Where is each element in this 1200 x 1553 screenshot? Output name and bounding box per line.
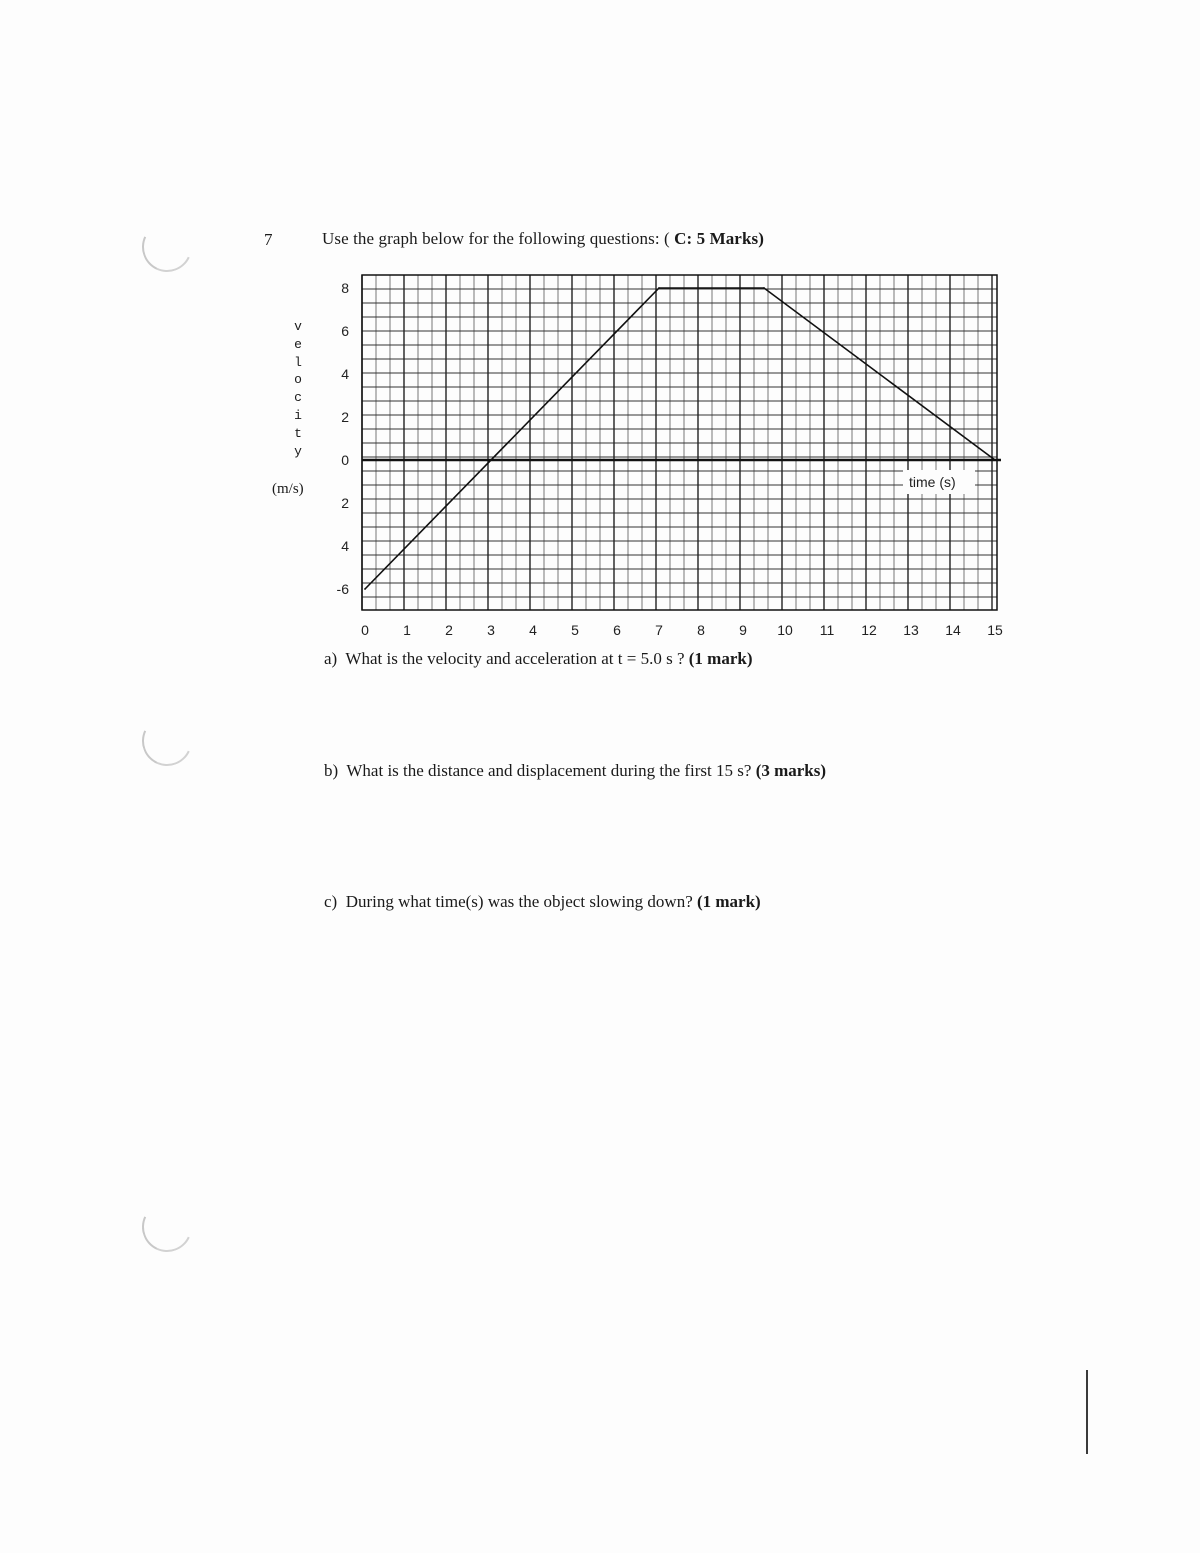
y-axis-label-letter: l bbox=[294, 354, 302, 370]
x-tick-label: 11 bbox=[819, 622, 835, 638]
intro-text: Use the graph below for the following questions: ( bbox=[322, 229, 675, 248]
question-c bbox=[324, 892, 761, 912]
velocity-series-line bbox=[365, 288, 995, 589]
punch-hole-middle bbox=[135, 709, 199, 773]
x-tick-label: 6 bbox=[613, 622, 621, 638]
x-tick-label: 9 bbox=[739, 622, 747, 638]
velocity-data-point bbox=[658, 287, 660, 289]
y-axis-label-letter: o bbox=[294, 372, 302, 388]
question-c-label: c) bbox=[324, 892, 338, 911]
question-a bbox=[324, 649, 752, 669]
x-tick-label: 8 bbox=[697, 622, 705, 638]
y-axis-units: (m/s) bbox=[272, 481, 304, 497]
y-tick-label: 4 bbox=[341, 538, 349, 554]
y-tick-label: 2 bbox=[341, 409, 349, 425]
x-tick-label: 7 bbox=[655, 622, 663, 638]
x-tick-label: 15 bbox=[987, 622, 1003, 638]
question-b-marks: (3 marks) bbox=[755, 761, 827, 780]
margin-line bbox=[1086, 1370, 1088, 1454]
x-tick-label: 0 bbox=[361, 622, 369, 638]
question-c-text: During what time(s) was the object slowing down? bbox=[345, 892, 693, 911]
x-tick-label: 5 bbox=[571, 622, 579, 638]
x-tick-label: 2 bbox=[445, 622, 453, 638]
y-tick-label: 2 bbox=[341, 495, 349, 511]
y-axis-label-letter: i bbox=[294, 407, 302, 423]
question-b bbox=[324, 761, 826, 781]
punch-hole-bottom bbox=[135, 1195, 199, 1259]
velocity-data-point bbox=[994, 459, 996, 461]
x-tick-label: 4 bbox=[529, 622, 537, 638]
intro-marks: C: 5 Marks) bbox=[674, 229, 764, 248]
x-tick-label: 13 bbox=[903, 622, 919, 638]
y-tick-label: 0 bbox=[341, 452, 349, 468]
y-axis-label-letter: c bbox=[294, 390, 302, 406]
question-number: 7 bbox=[264, 230, 273, 249]
x-tick-label: 14 bbox=[945, 622, 961, 638]
question-a-text: What is the velocity and acceleration at t = 5.0 s ? bbox=[345, 649, 685, 668]
y-tick-label: 8 bbox=[341, 280, 349, 296]
y-tick-label: 4 bbox=[341, 366, 349, 382]
y-axis-label-letter: t bbox=[294, 425, 302, 441]
y-axis-label-letter: v bbox=[294, 319, 302, 334]
y-axis-label-letter: y bbox=[294, 443, 302, 459]
question-b-label: b) bbox=[324, 761, 339, 780]
y-axis-label-letter: e bbox=[294, 336, 302, 352]
y-tick-label: -6 bbox=[336, 581, 349, 597]
question-a-label: a) bbox=[324, 649, 338, 668]
x-axis-title: time (s) bbox=[909, 474, 956, 490]
x-tick-label: 1 bbox=[403, 622, 411, 638]
x-tick-label: 10 bbox=[777, 622, 793, 638]
velocity-time-graph bbox=[0, 0, 1200, 700]
velocity-data-point bbox=[763, 287, 765, 289]
x-tick-label: 3 bbox=[487, 622, 495, 638]
velocity-data-point bbox=[364, 588, 366, 590]
question-b-text: What is the distance and displacement during the first 15 s? bbox=[346, 761, 752, 780]
y-tick-label: 6 bbox=[341, 323, 349, 339]
question-c-marks: (1 mark) bbox=[696, 892, 761, 911]
question-a-marks: (1 mark) bbox=[688, 649, 753, 668]
x-tick-label: 12 bbox=[861, 622, 877, 638]
